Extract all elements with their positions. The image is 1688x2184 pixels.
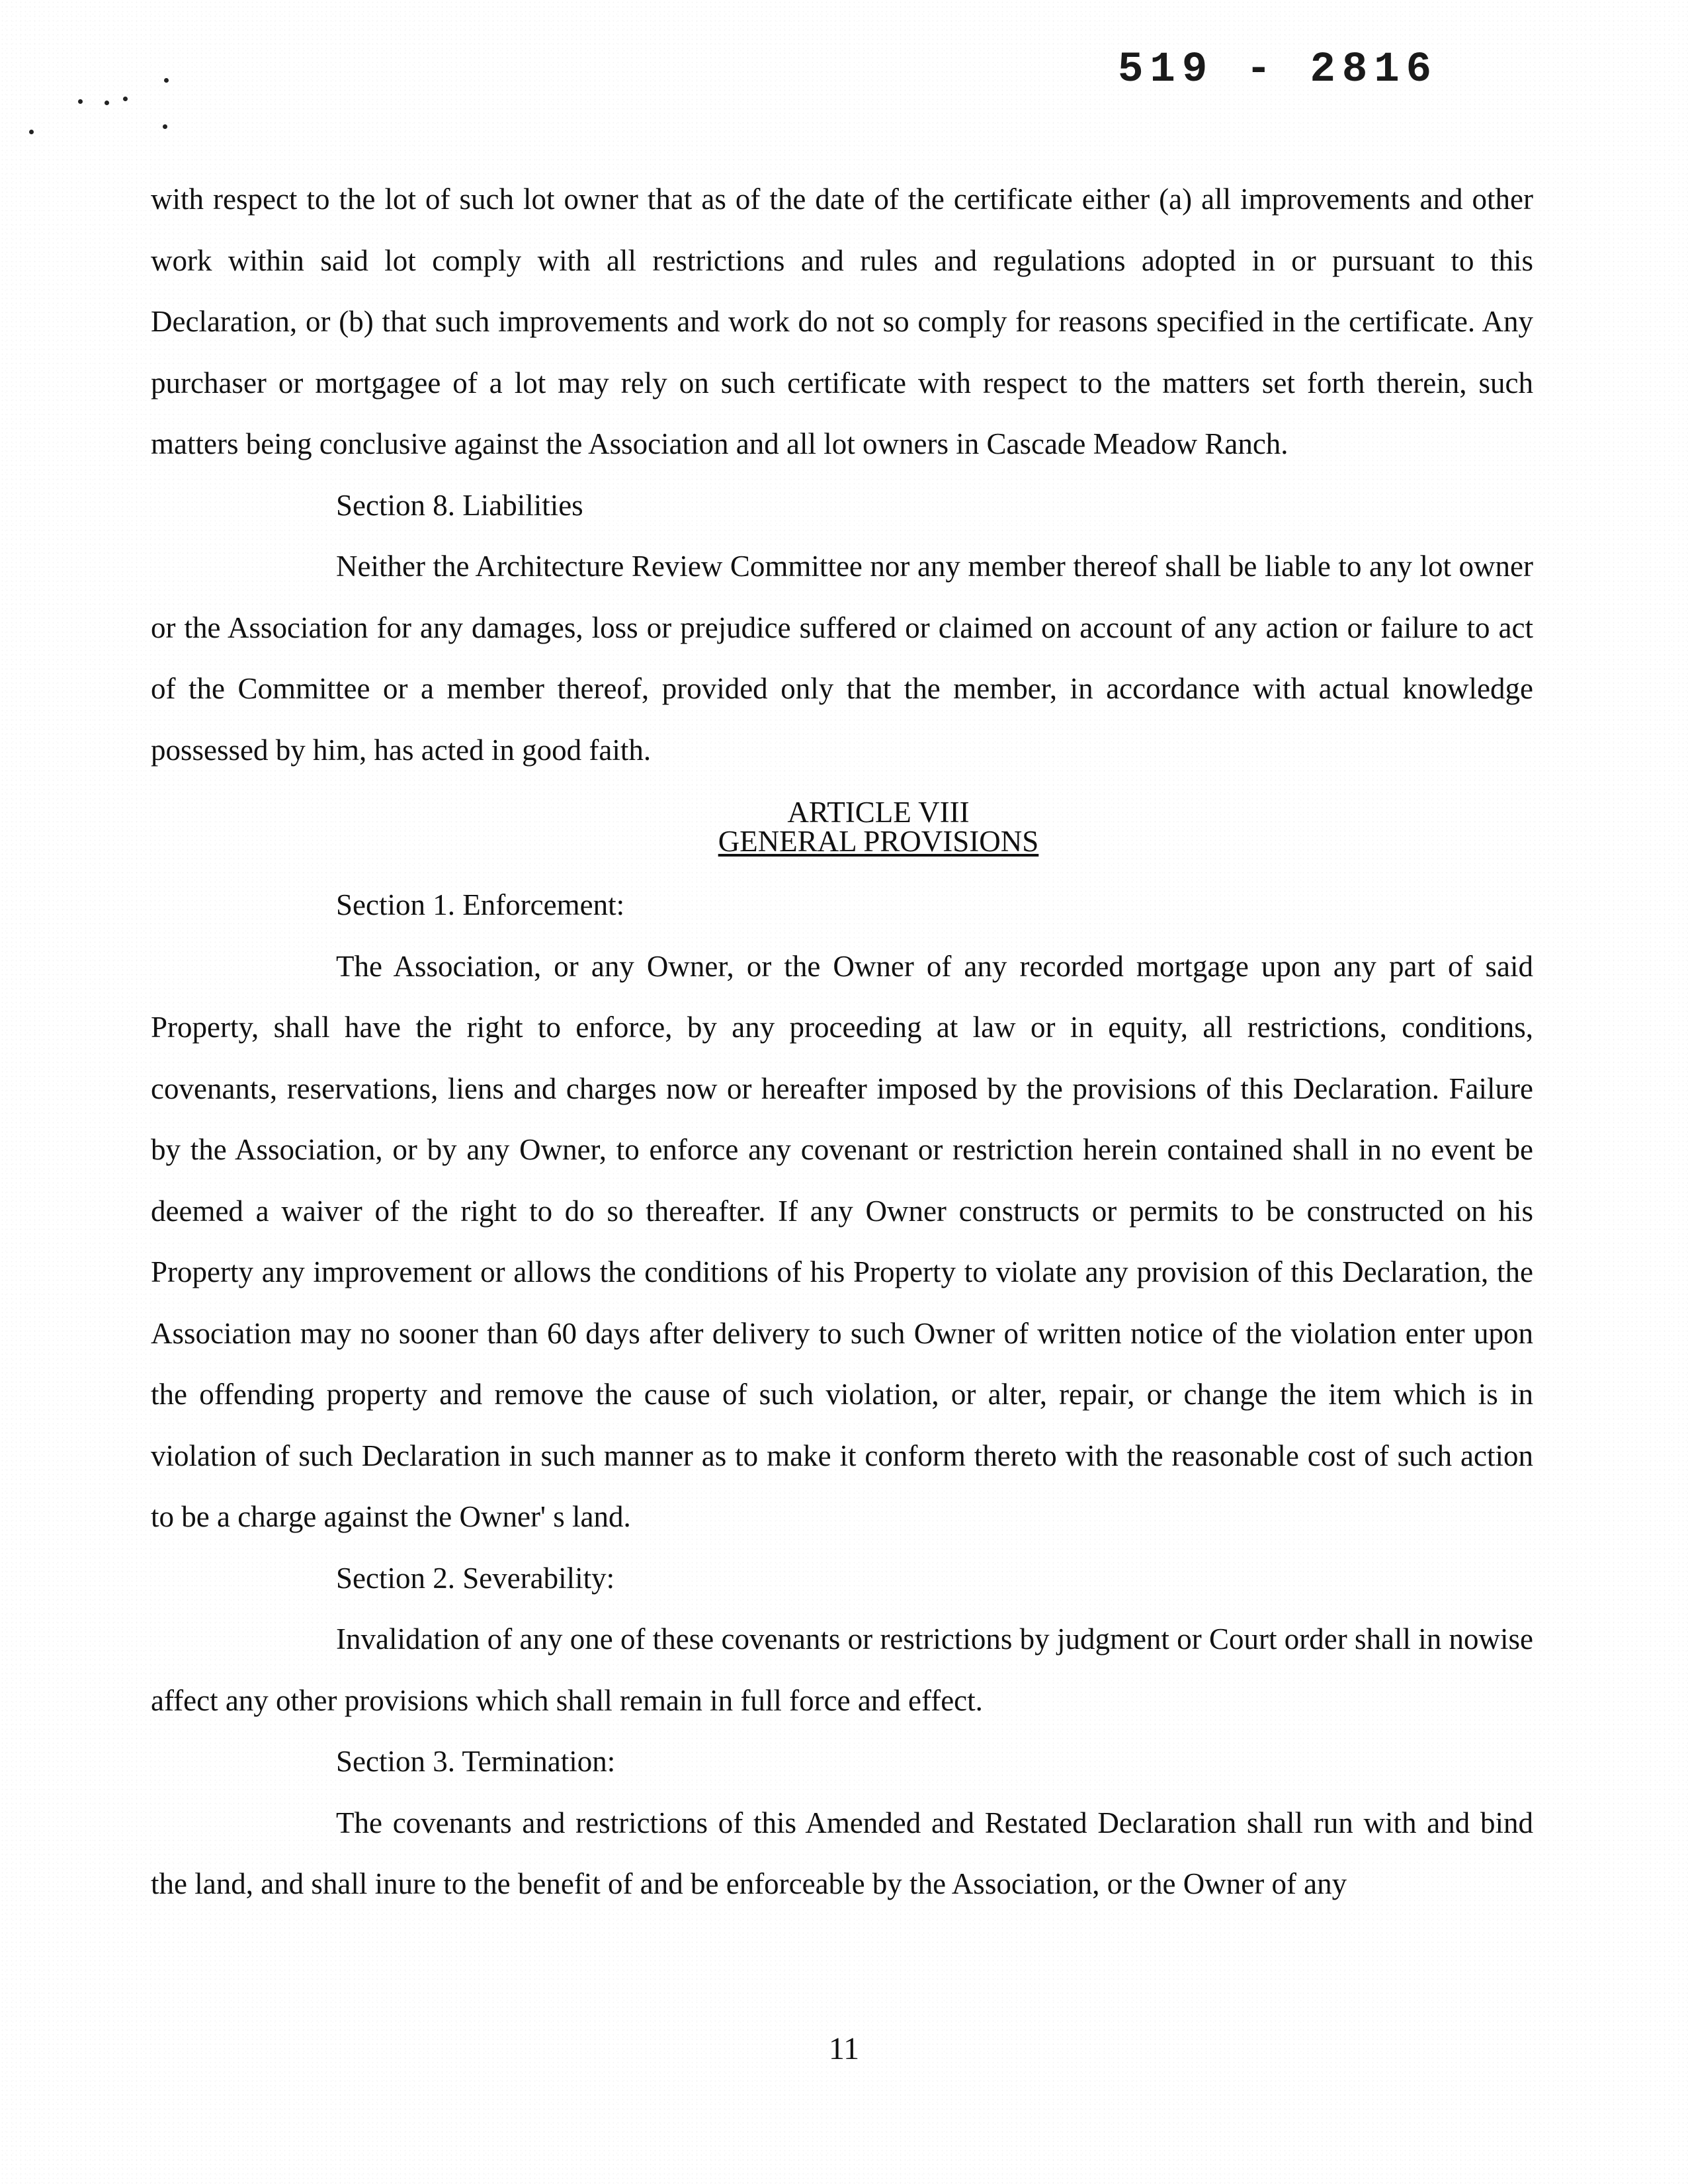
section-8-heading: Section 8. Liabilities — [336, 488, 583, 522]
scan-speck — [164, 78, 169, 83]
section-2-heading: Section 2. Severability: — [336, 1561, 615, 1595]
scan-speck — [123, 97, 128, 101]
paragraph-liabilities: Neither the Architecture Review Committee nor any member thereof shall be liable to any lot owner or the Association for any damages, loss or prejudice suffered or claimed on account of any action or failure to act of the Committee or a member thereof, provided only that the member, in accordance with actual knowledge possessed by him, has acted in good faith. — [151, 550, 1533, 767]
section-1-heading: Section 1. Enforcement: — [336, 888, 625, 921]
paragraph-severability: Invalidation of any one of these covenants or restrictions by judgment or Court order shall in nowise affect any other provisions which shall remain in full force and effect. — [151, 1622, 1533, 1717]
paragraph-certificate: with respect to the lot of such lot owner that as of the date of the certificate either (a) all improvements and other work within said lot comply with all restrictions and rules and regulations adopted in or pursuant to this Declaration, or (b) that such improvements and work do not so comply for reasons specified in the certificate. Any purchaser or mortgagee of a lot may rely on such certificate with respect to the matters set forth therein, such matters being conclusive against the Association and all lot owners in Cascade Meadow Ranch. — [151, 183, 1533, 460]
section-3-heading: Section 3. Termination: — [336, 1745, 616, 1778]
page-number: 11 — [828, 2031, 860, 2066]
scan-speck — [29, 130, 34, 134]
record-number: 519 - 2816 — [1118, 46, 1439, 94]
paragraph-termination: The covenants and restrictions of this Amended and Restated Declaration shall run with and bind the land, and shall inure to the benefit of and be enforceable by the Association, or the Owner of any — [151, 1806, 1533, 1900]
scan-speck — [105, 101, 109, 105]
article-subtitle: GENERAL PROVISIONS — [718, 825, 1039, 858]
document-body — [151, 169, 1533, 1915]
article-heading — [151, 798, 1533, 856]
article-title: ARTICLE VIII — [787, 796, 970, 829]
scan-speck — [78, 99, 83, 104]
scan-speck — [163, 124, 167, 129]
paragraph-enforcement: The Association, or any Owner, or the Owner of any recorded mortgage upon any part of said Property, shall have the right to enforce, by any proceeding at law or in equity, all restrictions, conditions, covenants, reservations, liens and charges now or hereafter imposed by the provisions of this Declaration. Failure by the Association, or by any Owner, to enforce any covenant or restriction herein contained shall in no event be deemed a waiver of the right to do so thereafter. If any Owner constructs or permits to be constructed on his Property any improvement or allows the conditions of his Property to violate any provision of this Declaration, the Association may no sooner than 60 days after delivery to such Owner of written notice of the violation enter upon the offending property and remove the cause of such violation, or alter, repair, or change the item which is in violation of such Declaration in such manner as to make it conform thereto with the reasonable cost of such action to be a charge against the Owner' s land. — [151, 949, 1533, 1533]
